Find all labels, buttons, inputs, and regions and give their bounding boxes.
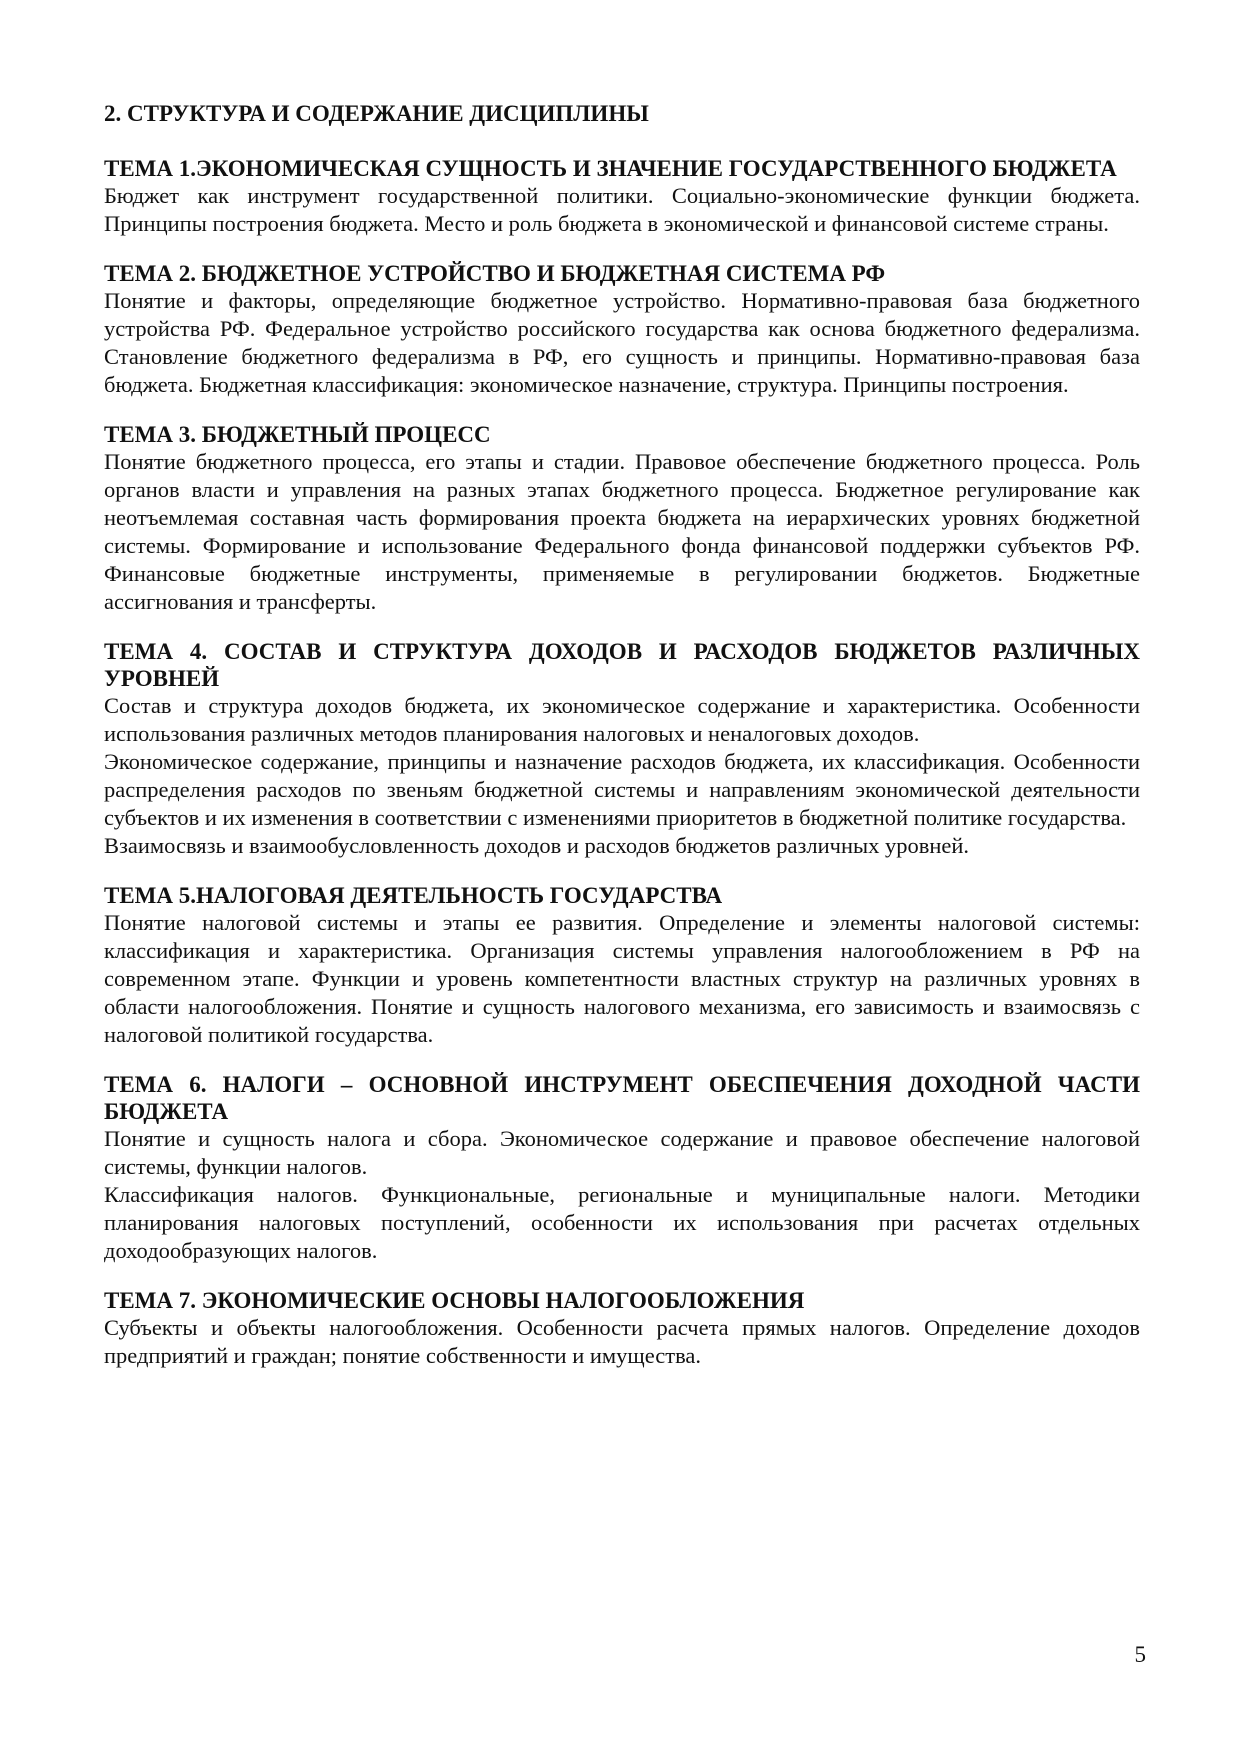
document-heading: 2. СТРУКТУРА И СОДЕРЖАНИЕ ДИСЦИПЛИНЫ	[104, 101, 649, 126]
section-3	[104, 421, 1140, 616]
page-number: 5	[1134, 1642, 1146, 1667]
document-page	[104, 100, 1140, 1392]
section-paragraph: Классификация налогов. Функциональные, региональные и муниципальные налоги. Методики планирования налоговых поступлений, особенности их использования при расчетах отдельных доходообразующих налогов.	[104, 1182, 1140, 1263]
section-paragraph: Состав и структура доходов бюджета, их экономическое содержание и характеристика. Особенности использования различных методов планирования налоговых и неналоговых доходов.	[104, 693, 1140, 746]
section-6	[104, 1071, 1140, 1265]
section-5	[104, 882, 1140, 1049]
section-paragraph: Бюджет как инструмент государственной политики. Социально-экономические функции бюджета. Принципы построения бюджета. Место и роль бюджета в экономической и финансовой системе страны.	[104, 183, 1140, 236]
section-title: ТЕМА 1.ЭКОНОМИЧЕСКАЯ СУЩНОСТЬ И ЗНАЧЕНИЕ ГОСУДАРСТВЕННОГО БЮДЖЕТА	[104, 156, 1117, 181]
section-title: ТЕМА 2. БЮДЖЕТНОЕ УСТРОЙСТВО И БЮДЖЕТНАЯ СИСТЕМА РФ	[104, 261, 886, 286]
section-4	[104, 638, 1140, 860]
section-2	[104, 260, 1140, 399]
section-title: ТЕМА 6. НАЛОГИ – ОСНОВНОЙ ИНСТРУМЕНТ ОБЕСПЕЧЕНИЯ ДОХОДНОЙ ЧАСТИ БЮДЖЕТА	[104, 1072, 1140, 1124]
section-title: ТЕМА 4. СОСТАВ И СТРУКТУРА ДОХОДОВ И РАСХОДОВ БЮДЖЕТОВ РАЗЛИЧНЫХ УРОВНЕЙ	[104, 639, 1140, 691]
section-paragraph: Понятие и факторы, определяющие бюджетное устройство. Нормативно-правовая база бюджетного устройства РФ. Федеральное устройство российского государства как основа бюджетного федерализма. Становление бюджетного федерализма в РФ, его сущность и принципы. Нормативно-правовая база бюджета. Бюджетная классификация: экономическое назначение, структура. Принципы построения.	[104, 288, 1140, 397]
section-paragraph: Понятие и сущность налога и сбора. Экономическое содержание и правовое обеспечение налоговой системы, функции налогов.	[104, 1126, 1140, 1179]
section-paragraph: Понятие бюджетного процесса, его этапы и стадии. Правовое обеспечение бюджетного процесса. Роль органов власти и управления на разных этапах бюджетного процесса. Бюджетное регулирование как неотъемлемая составная часть формирования проекта бюджета на иерархических уровнях бюджетной системы. Формирование и использование Федерального фонда финансовой поддержки субъектов РФ. Финансовые бюджетные инструменты, применяемые в регулировании бюджетов. Бюджетные ассигнования и трансферты.	[104, 449, 1140, 614]
section-paragraph: Субъекты и объекты налогообложения. Особенности расчета прямых налогов. Определение доходов предприятий и граждан; понятие собственности и имущества.	[104, 1315, 1140, 1368]
section-paragraph: Экономическое содержание, принципы и назначение расходов бюджета, их классификация. Особенности распределения расходов по звеньям бюджетной системы и направлениям экономической деятельности субъектов и их изменения в соответствии с изменениями приоритетов в бюджетной политике государства.	[104, 749, 1140, 830]
section-7	[104, 1287, 1140, 1370]
section-paragraph: Взаимосвязь и взаимообусловленность доходов и расходов бюджетов различных уровней.	[104, 833, 970, 858]
section-title: ТЕМА 5.НАЛОГОВАЯ ДЕЯТЕЛЬНОСТЬ ГОСУДАРСТВА	[104, 883, 723, 908]
section-paragraph: Понятие налоговой системы и этапы ее развития. Определение и элементы налоговой системы: классификация и характеристика. Организация системы управления налогообложением в РФ на современном этапе. Функции и уровень компетентности властных структур на различных уровнях в области налогообложения. Понятие и сущность налогового механизма, его зависимость и взаимосвязь с налоговой политикой государства.	[104, 910, 1140, 1047]
section-title: ТЕМА 7. ЭКОНОМИЧЕСКИЕ ОСНОВЫ НАЛОГООБЛОЖЕНИЯ	[104, 1288, 805, 1313]
section-1	[104, 155, 1140, 238]
section-title: ТЕМА 3. БЮДЖЕТНЫЙ ПРОЦЕСС	[104, 422, 491, 447]
